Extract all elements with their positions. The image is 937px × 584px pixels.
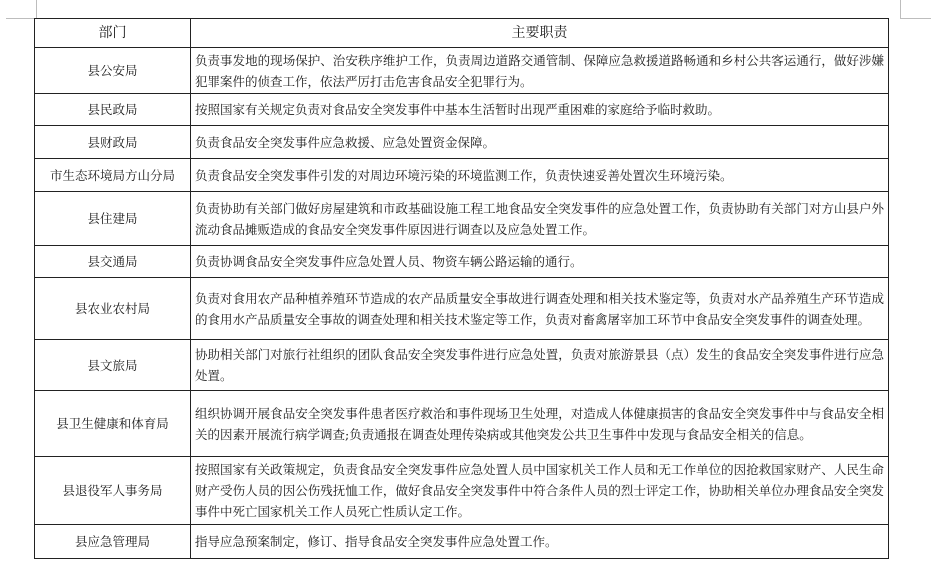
- duty-cell: 组织协调开展食品安全突发事件患者医疗救治和事件现场卫生处理，对造成人体健康损害的食品安全突发事件中与食品安全相关的因素开展流行病学调查;负责通报在调查处理传染病或其他突发公共卫生事件中发现与食品安全相关的信息。: [191, 391, 889, 457]
- table-row: [35, 246, 889, 278]
- table-row: [35, 48, 889, 94]
- department-cell: 县民政局: [35, 94, 191, 126]
- duty-cell: 负责食品安全突发事件引发的对周边环境污染的环境监测工作，负责快速妥善处置次生环境污染。: [191, 159, 889, 192]
- page-corner-mark-right: [900, 0, 931, 19]
- department-cell: 市生态环境局方山分局: [35, 159, 191, 192]
- table-row: [35, 340, 889, 391]
- duty-cell: 按照国家有关政策规定，负责食品安全突发事件应急处置人员中国家机关工作人员和无工作单位的因抢救国家财产、人民生命财产受伤人员的因公伤残抚恤工作，做好食品安全突发事件中符合条件人员的烈士评定工作，协助相关单位办理食品安全突发事件中死亡国家机关工作人员死亡性质认定工作。: [191, 457, 889, 525]
- table-row: [35, 126, 889, 159]
- duty-cell: 负责对食用农产品种植养殖环节造成的农产品质量安全事故进行调查处理和相关技术鉴定等，负责对水产品养殖生产环节造成的食用水产品质量安全事故的调查处理和相关技术鉴定等工作，负责对畜禽屠宰加工环节中食品安全突发事件的调查处理。: [191, 278, 889, 340]
- duty-cell: 按照国家有关规定负责对食品安全突发事件中基本生活暂时出现严重困难的家庭给予临时救助。: [191, 94, 889, 126]
- department-cell: 县退役军人事务局: [35, 457, 191, 525]
- department-cell: 县卫生健康和体育局: [35, 391, 191, 457]
- page-corner-mark-left: [6, 0, 37, 19]
- duty-cell: 负责食品安全突发事件应急救援、应急处置资金保障。: [191, 126, 889, 159]
- table-row: [35, 457, 889, 525]
- table-header-row: [35, 19, 889, 48]
- table-row: [35, 192, 889, 246]
- department-cell: 县公安局: [35, 48, 191, 94]
- department-cell: 县应急管理局: [35, 525, 191, 559]
- header-department: 部门: [35, 19, 191, 48]
- duty-cell: 负责事发地的现场保护、治安秩序维护工作，负责周边道路交通管制、保障应急救援道路畅通和乡村公共客运通行，做好涉嫌犯罪案件的侦查工作，依法严厉打击危害食品安全犯罪行为。: [191, 48, 889, 94]
- table-row: [35, 278, 889, 340]
- department-cell: 县财政局: [35, 126, 191, 159]
- header-main-duties: 主要职责: [191, 19, 889, 48]
- table-row: [35, 94, 889, 126]
- department-cell: 县农业农村局: [35, 278, 191, 340]
- department-cell: 县文旅局: [35, 340, 191, 391]
- duty-cell: 负责协助有关部门做好房屋建筑和市政基础设施工程工地食品安全突发事件的应急处置工作，负责协助有关部门对方山县户外流动食品摊贩造成的食品安全突发事件原因进行调查以及应急处置工作。: [191, 192, 889, 246]
- duty-cell: 负责协调食品安全突发事件应急处置人员、物资车辆公路运输的通行。: [191, 246, 889, 278]
- duty-cell: 指导应急预案制定，修订、指导食品安全突发事件应急处置工作。: [191, 525, 889, 559]
- duty-cell: 协助相关部门对旅行社组织的团队食品安全突发事件进行应急处置，负责对旅游景县（点）发生的食品安全突发事件进行应急处置。: [191, 340, 889, 391]
- table-row: [35, 525, 889, 559]
- table-row: [35, 391, 889, 457]
- table-row: [35, 159, 889, 192]
- department-cell: 县住建局: [35, 192, 191, 246]
- department-cell: 县交通局: [35, 246, 191, 278]
- responsibility-table: [34, 18, 889, 559]
